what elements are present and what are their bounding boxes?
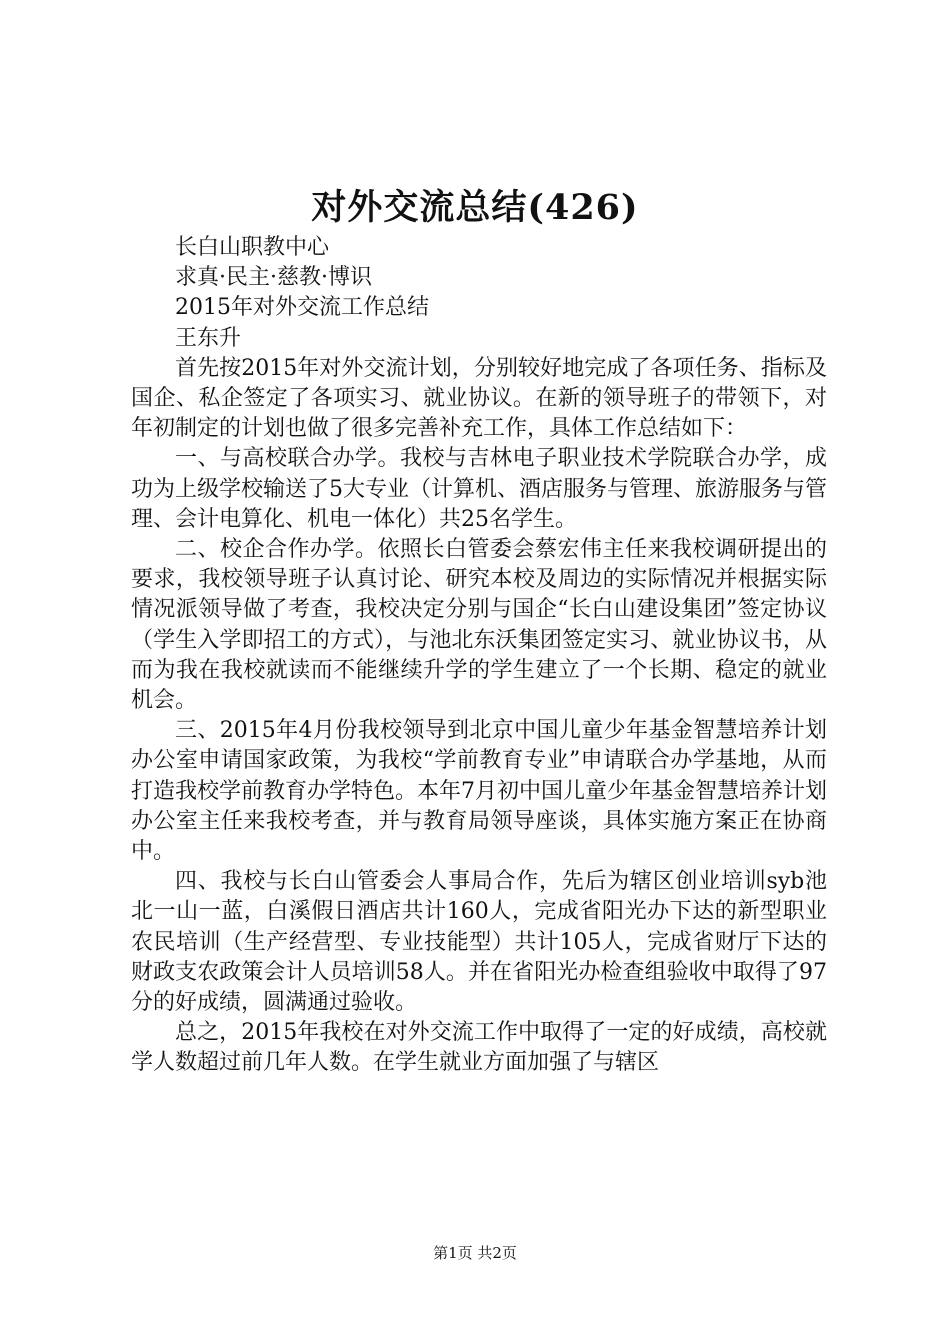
report-subtitle: 2015年对外交流工作总结 [175, 295, 429, 321]
school-name: 长白山职教中心 [175, 235, 330, 260]
document-body [131, 233, 827, 1079]
body-paragraph: 首先按2015年对外交流计划，分别较好地完成了各项任务、指标及国企、私企签定了各项实习、就业协议。在新的领导班子的带领下，对年初制定的计划也做了很多完善补充工作，具体工作总结如下： [131, 355, 827, 442]
school-motto: 求真·民主·慈教·博识 [175, 265, 372, 291]
body-paragraph: 一、与高校联合办学。我校与吉林电子职业技术学院联合办学，成功为上级学校输送了5大专业（计算机、酒店服务与管理、旅游服务与管理、会计电算化、机电一体化）共25名学生。 [131, 446, 827, 532]
body-paragraph: 三、2015年4月份我校领导到北京中国儿童少年基金智慧培养计划办公室申请国家政策，为我校“学前教育专业”申请联合办学基地，从而打造我校学前教育办学特色。本年7月初中国儿童少年基金智慧培养计划办公室主任来我校考查，并与教育局领导座谈，具体实施方案正在协商中。 [131, 718, 827, 865]
body-paragraph: 总之，2015年我校在对外交流工作中取得了一定的好成绩，高校就学人数超过前几年人数。在学生就业方面加强了与辖区 [131, 1020, 827, 1076]
author-name: 王东升 [175, 325, 242, 351]
body-paragraph: 四、我校与长白山管委会人事局合作，先后为辖区创业培训syb池北一山一蓝，白溪假日酒店共计160人，完成省阳光办下达的新型职业农民培训（生产经营型、专业技能型）共计105人，完成省财厅下达的财政支农政策会计人员培训58人。并在省阳光办检查组验收中取得了97分的好成绩，圆满通过验收。 [131, 869, 827, 1016]
page-footer: 第1页 共2页 [433, 1244, 517, 1262]
document-title: 对外交流总结(426) [311, 187, 639, 228]
body-paragraph: 二、校企合作办学。依照长白管委会蔡宏伟主任来我校调研提出的要求，我校领导班子认真讨论、研究本校及周边的实际情况并根据实际情况派领导做了考查，我校决定分别与国企“长白山建设集团”签定协议（学生入学即招工的方式），与池北东沃集团签定实习、就业协议书，从而为我在我校就读而不能继续升学的学生建立了一个长期、稳定的就业机会。 [131, 537, 827, 714]
